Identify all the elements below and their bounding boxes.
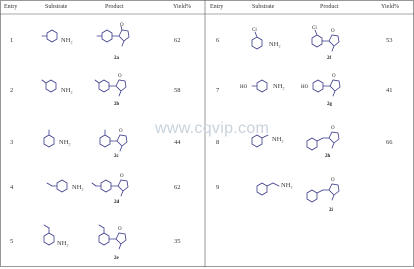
entry-number: 4 xyxy=(10,184,14,191)
yield-value: 35 xyxy=(174,238,181,245)
compound-label: 2h xyxy=(325,154,331,159)
substrate-structure xyxy=(44,225,54,245)
substrate-amine: NH₂ xyxy=(281,182,293,189)
svg-text:O: O xyxy=(120,23,124,28)
product-structure xyxy=(92,174,128,196)
svg-text:O: O xyxy=(118,227,122,232)
yield-value: 62 xyxy=(174,184,181,191)
yield-value: 66 xyxy=(386,139,393,146)
header-entry-right: Entry xyxy=(210,4,224,10)
header-product-right: Product xyxy=(320,4,339,10)
header-yield-left: Yield% xyxy=(173,4,191,10)
entry-number: 8 xyxy=(216,139,220,146)
header-entry-left: Entry xyxy=(4,4,18,10)
yield-value: 53 xyxy=(386,37,393,44)
svg-text:O: O xyxy=(331,178,335,183)
compound-label: 2d xyxy=(114,200,120,205)
substrate-amine: NH₂ xyxy=(269,41,281,48)
yield-value: 41 xyxy=(386,87,393,94)
substrate-amine: NH₂ xyxy=(57,240,69,247)
svg-text:O: O xyxy=(120,174,124,179)
substrate-amine: NH₂ xyxy=(61,37,73,44)
product-structure xyxy=(100,129,127,151)
entry-number: 6 xyxy=(216,37,220,44)
svg-text:Cl: Cl xyxy=(252,28,257,33)
substrate-structure xyxy=(44,130,54,147)
substrate-structure xyxy=(240,80,267,92)
svg-text:O: O xyxy=(119,129,123,134)
header-substrate-right: Substrate xyxy=(252,4,275,10)
entry-number: 7 xyxy=(216,87,220,94)
compound-label: 2g xyxy=(327,102,332,107)
yield-value: 44 xyxy=(174,139,181,146)
product-structure xyxy=(97,23,129,46)
product-structure xyxy=(301,74,340,96)
product-structure xyxy=(95,74,126,96)
substrate-amine: NH₂ xyxy=(61,87,73,94)
product-structure xyxy=(99,225,126,249)
substrate-structure xyxy=(42,80,56,92)
compound-label: 2b xyxy=(114,102,120,107)
svg-text:O: O xyxy=(118,74,122,79)
substrate-amine: NH₂ xyxy=(59,139,71,146)
header-product-left: Product xyxy=(105,4,124,10)
compound-label: 2i xyxy=(329,208,333,213)
substrate-amine: NH₂ xyxy=(72,184,84,191)
svg-text:HO: HO xyxy=(301,85,309,90)
substrate-structure xyxy=(42,30,57,42)
substrate-amine: NH₂ xyxy=(272,136,284,143)
product-structure xyxy=(307,126,339,150)
substrate-amine: NH₂ xyxy=(273,83,285,90)
svg-text:Cl: Cl xyxy=(312,26,317,31)
yield-value: 62 xyxy=(174,37,181,44)
compound-label: 2f xyxy=(327,56,332,61)
compound-label: 2a xyxy=(114,56,119,61)
entry-number: 2 xyxy=(10,87,14,94)
entry-number: 3 xyxy=(10,139,14,146)
header-yield-right: Yield% xyxy=(381,4,399,10)
substrate-structure xyxy=(252,28,262,49)
svg-text:O: O xyxy=(332,74,336,79)
svg-text:O: O xyxy=(331,126,335,131)
watermark: www.cqvip.com xyxy=(155,120,270,137)
compound-label: 2c xyxy=(114,154,119,159)
substrate-structure xyxy=(257,183,279,195)
substrate-structure xyxy=(47,180,67,192)
yield-value: 58 xyxy=(174,87,181,94)
svg-text:O: O xyxy=(331,29,335,34)
entry-number: 5 xyxy=(10,238,14,245)
product-structure xyxy=(312,26,339,51)
entry-number: 9 xyxy=(216,184,220,191)
product-structure xyxy=(307,178,339,202)
header-substrate-left: Substrate xyxy=(45,4,68,10)
compound-label: 2e xyxy=(114,256,119,261)
entry-number: 1 xyxy=(10,37,14,44)
svg-text:HO: HO xyxy=(240,85,248,90)
